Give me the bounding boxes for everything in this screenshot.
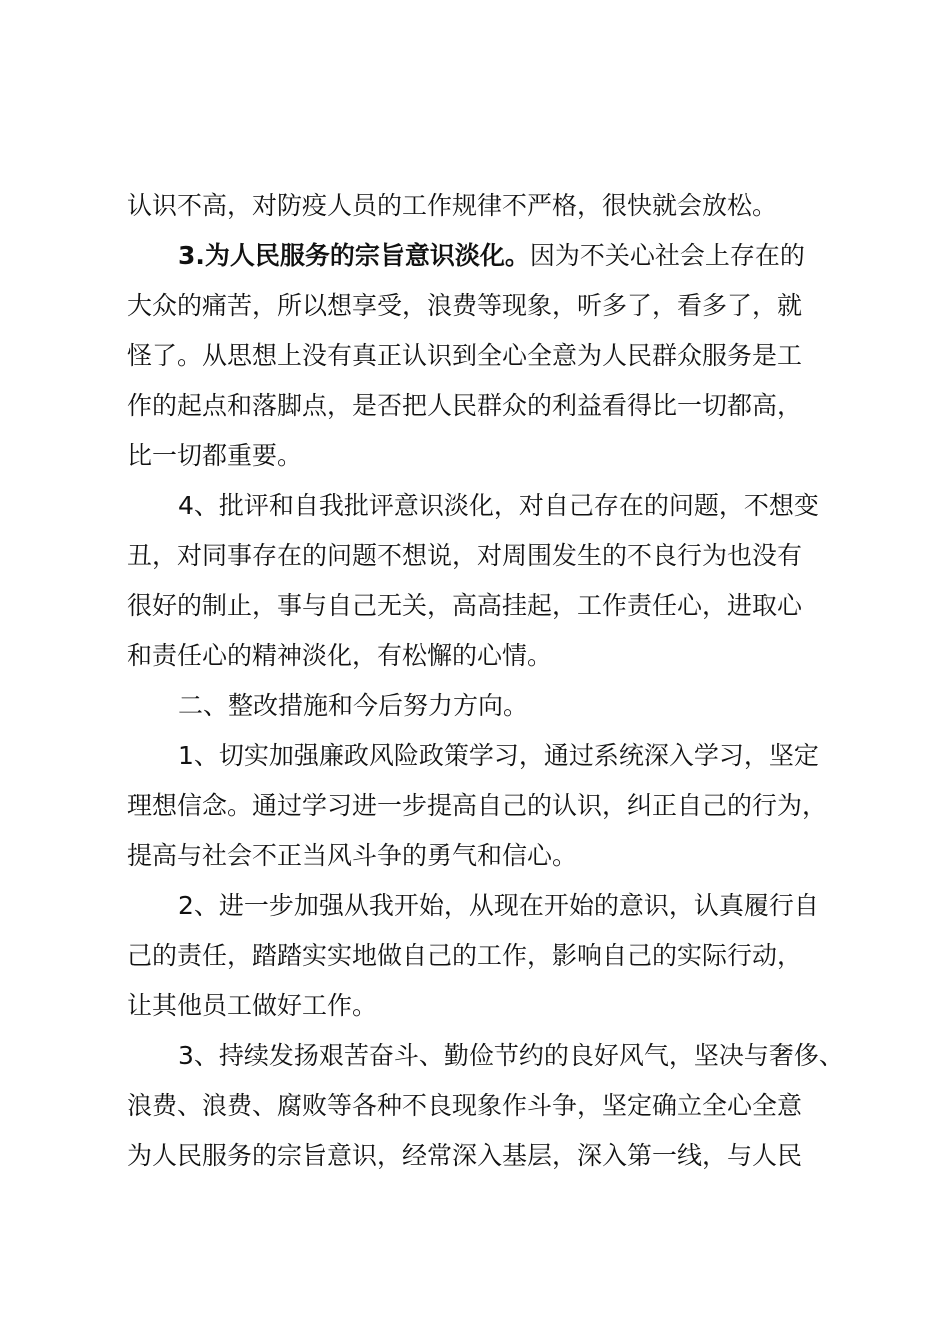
text-line: 认识不高，对防疫人员的工作规律不严格，很快就会放松。 (127, 191, 778, 220)
text-line: 3、持续发扬艰苦奋斗、勤俭节约的良好风气，坚决与奢侈、 (178, 1041, 844, 1070)
text-line: 浪费、浪费、腐败等各种不良现象作斗争，坚定确立全心全意 (127, 1091, 803, 1120)
text-line: 作的起点和落脚点，是否把人民群众的利益看得比一切都高， (127, 391, 803, 420)
paragraph-heading-line (178, 240, 805, 272)
text-line: 和责任心的精神淡化，有松懈的心情。 (127, 641, 553, 670)
heading-continuation: 因为不关心社会上存在的 (529, 241, 805, 270)
text-line: 比一切都重要。 (127, 441, 303, 470)
section-heading: 二、整改措施和今后努力方向。 (178, 691, 529, 720)
text-line: 大众的痛苦，所以想享受，浪费等现象，听多了，看多了，就 (127, 291, 803, 320)
text-line: 丑，对同事存在的问题不想说，对周围发生的不良行为也没有 (127, 541, 803, 570)
text-line: 4、批评和自我批评意识淡化，对自己存在的问题，不想变 (178, 491, 819, 520)
text-line: 怪了。从思想上没有真正认识到全心全意为人民群众服务是工 (127, 341, 803, 370)
text-line: 为人民服务的宗旨意识，经常深入基层，深入第一线，与人民 (127, 1141, 803, 1170)
text-line: 提高与社会不正当风斗争的勇气和信心。 (127, 841, 578, 870)
text-line: 2、进一步加强从我开始，从现在开始的意识，认真履行自 (178, 891, 819, 920)
bold-heading: 3.为人民服务的宗旨意识淡化。 (178, 241, 530, 270)
text-line: 理想信念。通过学习进一步提高自己的认识，纠正自己的行为， (127, 791, 828, 820)
text-line: 让其他员工做好工作。 (127, 991, 378, 1020)
text-line: 很好的制止，事与自己无关，高高挂起，工作责任心，进取心 (127, 591, 803, 620)
text-line: 己的责任，踏踏实实地做自己的工作，影响自己的实际行动， (127, 941, 803, 970)
text-line: 1、切实加强廉政风险政策学习，通过系统深入学习，坚定 (178, 741, 819, 770)
